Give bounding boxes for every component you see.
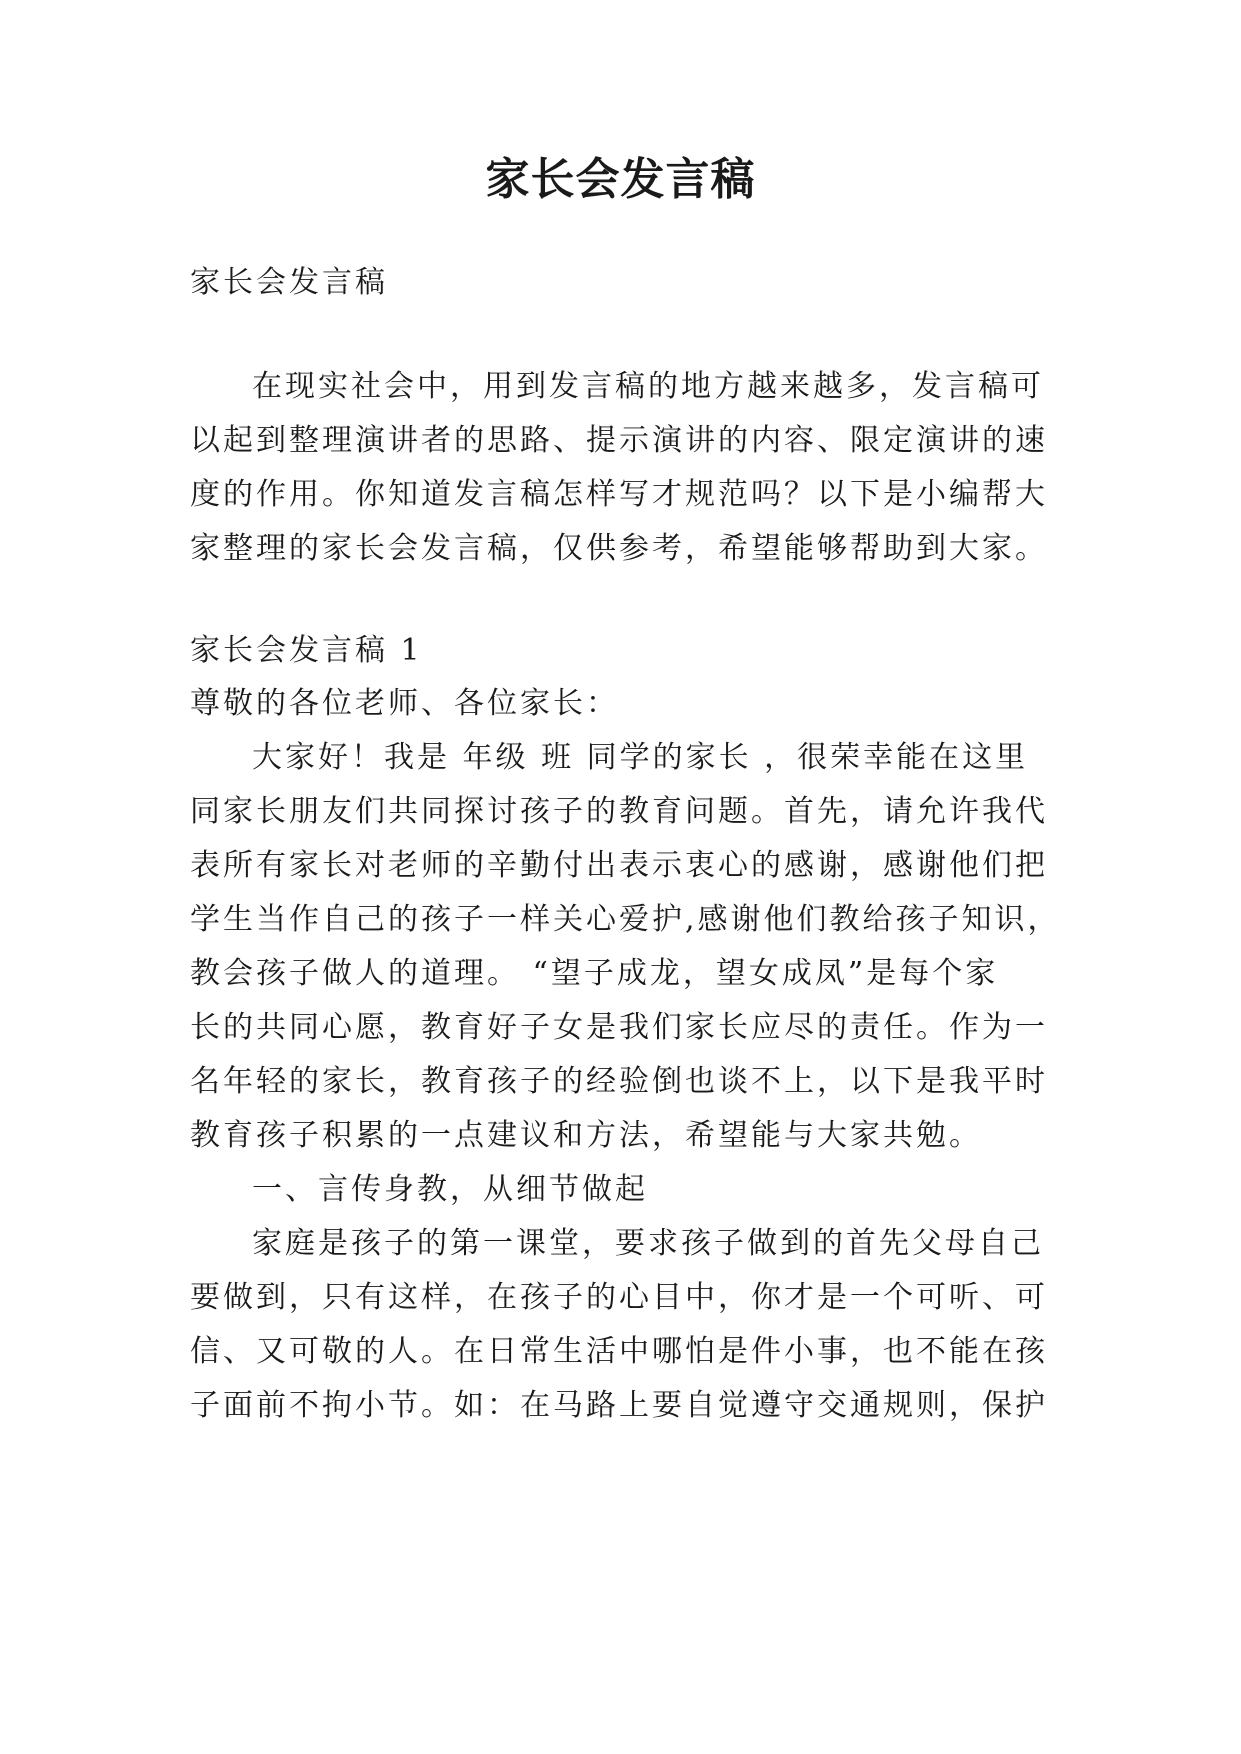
paragraph-line: 长的共同心愿，教育好子女是我们家长应尽的责任。作为一: [190, 1010, 1048, 1045]
intro-line: 在现实社会中，用到发言稿的地方越来越多，发言稿可: [252, 369, 1044, 404]
paragraph-line: 表所有家长对老师的辛勤付出表示衷心的感谢，感谢他们把: [190, 848, 1048, 883]
paragraph-line: 子面前不拘小节。如：在马路上要自觉遵守交通规则，保护: [190, 1388, 1048, 1423]
intro-line: 度的作用。你知道发言稿怎样写才规范吗？以下是小编帮大: [190, 477, 1048, 512]
salutation: 尊敬的各位老师、各位家长：: [190, 686, 619, 721]
paragraph-line: 学生当作自己的孩子一样关心爱护,感谢他们教给孩子知识，: [190, 902, 1061, 937]
intro-line: 家整理的家长会发言稿，仅供参考，希望能够帮助到大家。: [190, 531, 1048, 566]
intro-line: 以起到整理演讲者的思路、提示演讲的内容、限定演讲的速: [190, 423, 1048, 458]
paragraph-line: 要做到，只有这样，在孩子的心目中，你才是一个可听、可: [190, 1280, 1048, 1315]
point-heading: 一、言传身教，从细节做起: [252, 1172, 648, 1207]
paragraph-line: 大家好！我是 年级 班 同学的家长 ，很荣幸能在这里: [252, 740, 1029, 775]
paragraph-line: 信、又可敬的人。在日常生活中哪怕是件小事，也不能在孩: [190, 1334, 1048, 1369]
document-title: 家长会发言稿: [485, 154, 756, 205]
paragraph-line: 教育孩子积累的一点建议和方法，希望能与大家共勉。: [190, 1118, 982, 1153]
document-subtitle: 家长会发言稿: [190, 265, 388, 300]
paragraph-line: 教会孩子做人的道理。 “望子成龙，望女成凤”是每个家: [190, 956, 999, 991]
paragraph-line: 家庭是孩子的第一课堂，要求孩子做到的首先父母自己: [252, 1226, 1044, 1261]
paragraph-line: 同家长朋友们共同探讨孩子的教育问题。首先，请允许我代: [190, 794, 1048, 829]
section-heading: 家长会发言稿 1: [190, 633, 423, 668]
paragraph-line: 名年轻的家长，教育孩子的经验倒也谈不上，以下是我平时: [190, 1064, 1048, 1099]
